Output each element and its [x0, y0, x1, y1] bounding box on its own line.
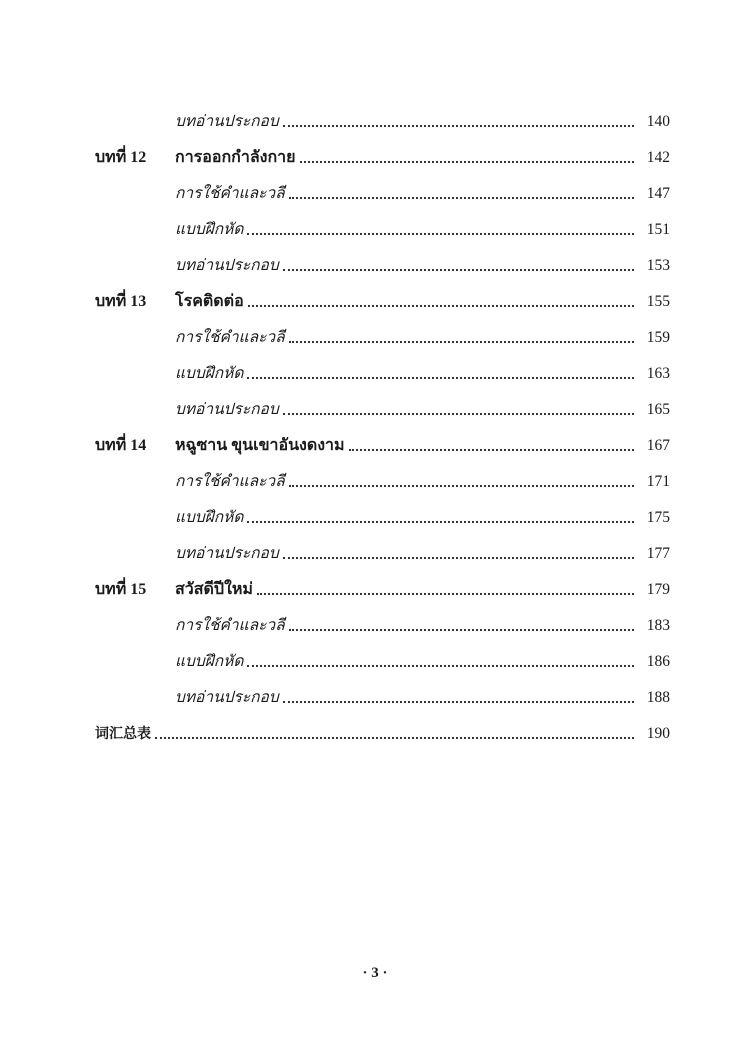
dot-leader: [247, 232, 634, 235]
toc-entry-row: [95, 600, 670, 636]
dot-leader: [283, 124, 634, 127]
toc-entry-row: [95, 456, 670, 492]
toc-page-number: 165: [646, 401, 670, 418]
dot-leader: [283, 700, 634, 703]
toc-page-number: 147: [646, 185, 670, 202]
dot-leader: [248, 304, 634, 307]
dot-leader: [289, 196, 634, 199]
toc-entry-row: [95, 348, 670, 384]
toc-title: หฉูซาน ขุนเขาอันงดงาม: [175, 437, 345, 454]
dot-leader: [349, 448, 634, 451]
toc-page-number: 140: [646, 113, 670, 130]
toc-title: บทอ่านประกอบ: [175, 257, 279, 274]
toc-page-number: 179: [646, 581, 670, 598]
dot-leader: [247, 376, 634, 379]
toc-title: สวัสดีปีใหม่: [175, 581, 253, 598]
toc-entry-row: [95, 528, 670, 564]
toc-page-number: 175: [646, 509, 670, 526]
dot-leader: [247, 664, 634, 667]
toc-chapter-row: [95, 420, 670, 456]
toc-title: การใช้คำและวลี: [175, 185, 285, 202]
toc-page-number: 151: [646, 221, 670, 238]
toc-chapter-row: [95, 276, 670, 312]
dot-leader: [283, 556, 634, 559]
toc-title: การใช้คำและวลี: [175, 329, 285, 346]
toc-entry-row: [95, 492, 670, 528]
toc-entry-row: [95, 240, 670, 276]
dot-leader: [289, 340, 634, 343]
toc-vocab-row: [95, 708, 670, 744]
dot-leader: [283, 412, 634, 415]
dot-leader: [289, 628, 634, 631]
dot-leader: [155, 736, 634, 739]
toc-entry-row: [95, 384, 670, 420]
toc-entry-row: [95, 636, 670, 672]
toc-page-number: 155: [646, 293, 670, 310]
table-of-contents: [95, 96, 670, 744]
toc-entry-row: [95, 204, 670, 240]
toc-page-number: 183: [646, 617, 670, 634]
chapter-number: บทที่ 14: [95, 437, 147, 454]
chapter-number: บทที่ 12: [95, 149, 147, 166]
dot-leader: [257, 592, 634, 595]
dot-leader: [289, 484, 634, 487]
toc-title: บทอ่านประกอบ: [175, 545, 279, 562]
toc-page-number: 171: [646, 473, 670, 490]
toc-page-number: 142: [646, 149, 670, 166]
toc-entry-row: [95, 672, 670, 708]
toc-title: การใช้คำและวลี: [175, 617, 285, 634]
toc-title: การออกกำลังกาย: [175, 149, 296, 166]
toc-page-number: 177: [646, 545, 670, 562]
toc-title: แบบฝึกหัด: [175, 365, 244, 382]
toc-page-number: 153: [646, 257, 670, 274]
toc-title: บทอ่านประกอบ: [175, 689, 279, 706]
toc-title: โรคติดต่อ: [175, 293, 244, 310]
toc-title: การใช้คำและวลี: [175, 473, 285, 490]
toc-title: บทอ่านประกอบ: [175, 113, 279, 130]
toc-chapter-row: [95, 564, 670, 600]
toc-page-number: 188: [646, 689, 670, 706]
toc-title: แบบฝึกหัด: [175, 221, 244, 238]
dot-leader: [247, 520, 634, 523]
toc-entry-row: [95, 96, 670, 132]
toc-entry-row: [95, 168, 670, 204]
dot-leader: [283, 268, 634, 271]
toc-page-number: 186: [646, 653, 670, 670]
chapter-number: บทที่ 13: [95, 293, 147, 310]
toc-page-number: 163: [646, 365, 670, 382]
toc-chapter-row: [95, 132, 670, 168]
toc-title: 词汇总表: [95, 726, 151, 742]
toc-title: บทอ่านประกอบ: [175, 401, 279, 418]
chapter-number: บทที่ 15: [95, 581, 147, 598]
page-number-footer: · 3 ·: [362, 965, 388, 981]
toc-page-number: 190: [646, 725, 670, 742]
toc-page-number: 167: [646, 437, 670, 454]
toc-title: แบบฝึกหัด: [175, 509, 244, 526]
toc-page-number: 159: [646, 329, 670, 346]
toc-title: แบบฝึกหัด: [175, 653, 244, 670]
dot-leader: [300, 160, 634, 163]
toc-entry-row: [95, 312, 670, 348]
